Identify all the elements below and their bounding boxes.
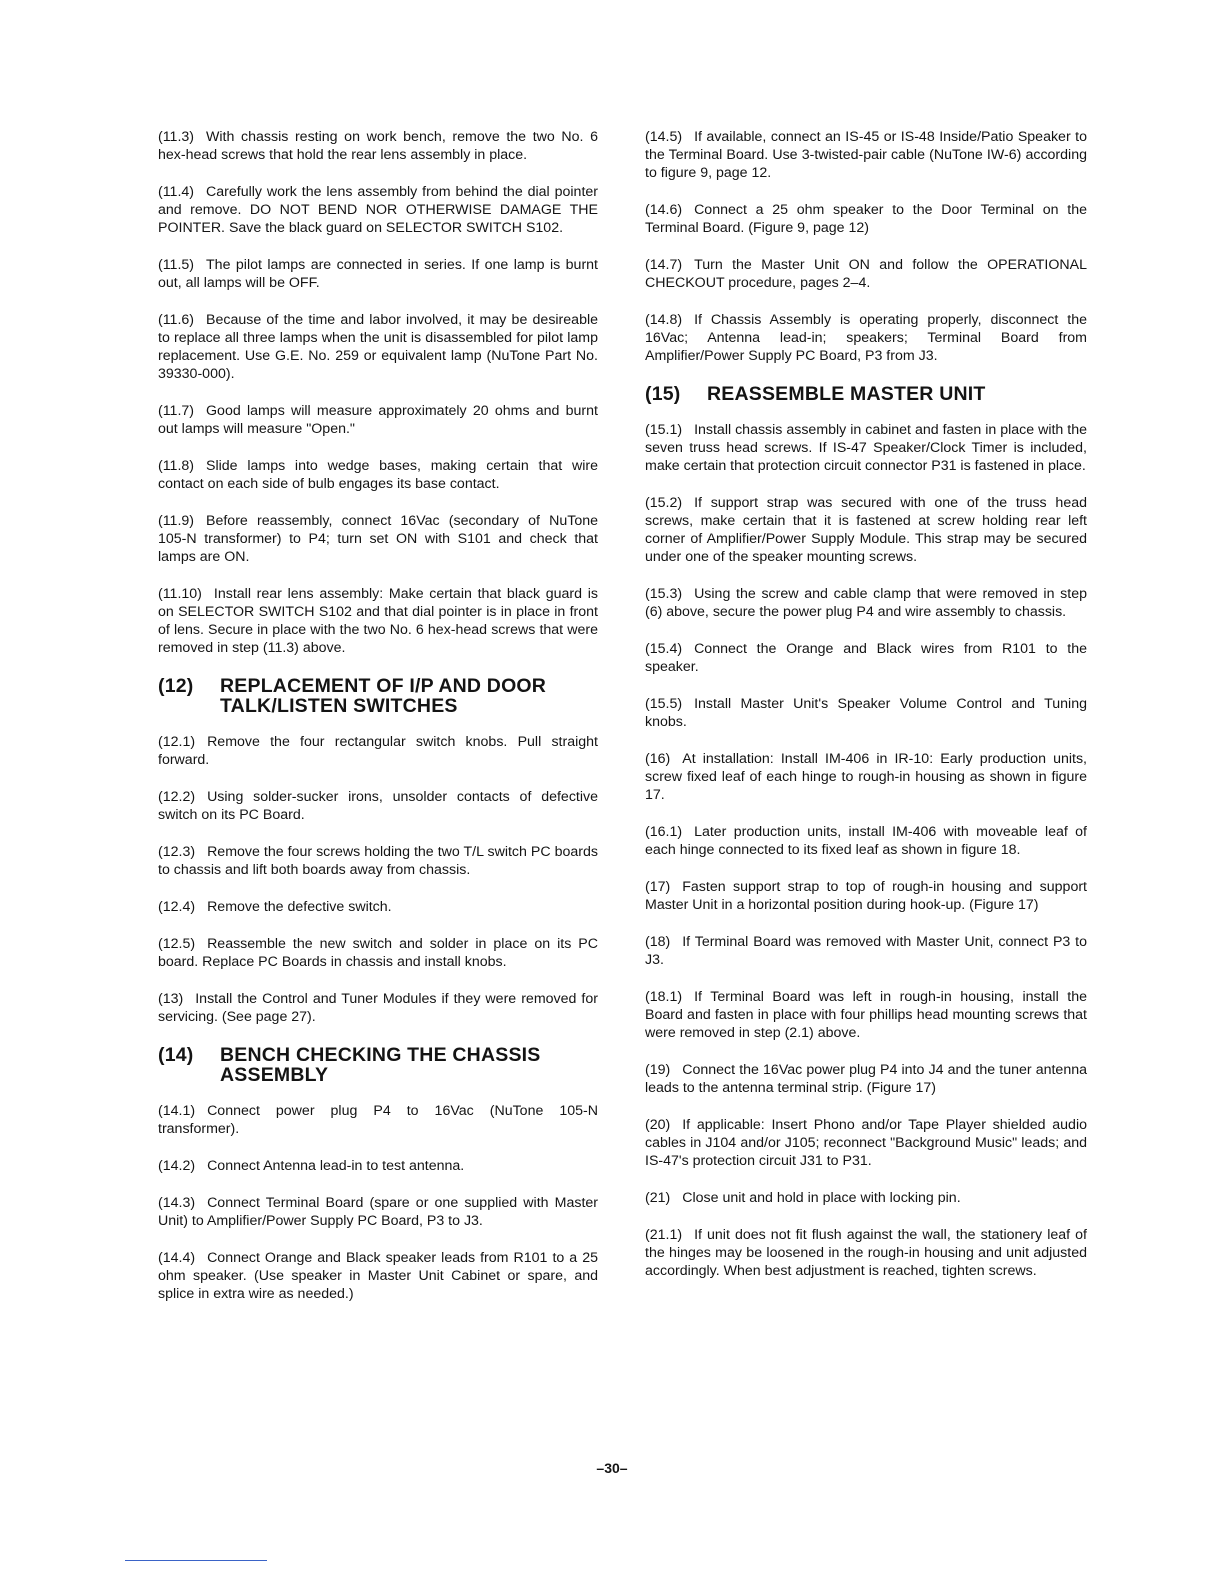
step-number: (12.3) — [158, 844, 196, 860]
step-number: (11.10) — [158, 586, 202, 602]
section-number: (12) — [158, 675, 194, 697]
step-text: Connect Orange and Black speaker leads from R101 to a 25 ohm speaker. (Use speaker in Master Unit Cabinet or spare, and splice in extra wire as needed.) — [158, 1250, 598, 1302]
step-text: Remove the four screws holding the two T/L switch PC boards to chassis and lift both boards away from chassis. — [158, 844, 598, 878]
footnote-divider — [125, 1560, 267, 1561]
step-number: (11.4) — [158, 184, 195, 200]
section-title: REASSEMBLE MASTER UNIT — [707, 383, 986, 405]
step-12-1 — [158, 733, 598, 769]
step-text: With chassis resting on work bench, remove the two No. 6 hex-head screws that hold the rear lens assembly in place. — [158, 129, 598, 163]
step-text: Connect power plug P4 to 16Vac (NuTone 105-N transformer). — [158, 1103, 598, 1137]
step-number: (14.8) — [645, 312, 683, 328]
step-number: (14.5) — [645, 129, 683, 145]
step-18-1 — [645, 988, 1087, 1042]
step-number: (14.6) — [645, 202, 683, 218]
section-title: REPLACEMENT OF I/P AND DOOR TALK/LISTEN SWITCHES — [220, 675, 547, 717]
step-text: At installation: Install IM-406 in IR-10: Early production units, screw fixed leaf of each hinge to rough-in housing as shown in figure 17. — [645, 751, 1087, 803]
step-text: Connect the Orange and Black wires from R101 to the speaker. — [645, 641, 1087, 675]
section-number: (14) — [158, 1044, 194, 1066]
step-21-1 — [645, 1226, 1087, 1280]
step-number: (11.3) — [158, 129, 195, 145]
step-15-3 — [645, 585, 1087, 621]
step-12-5 — [158, 935, 598, 971]
step-text: Install the Control and Tuner Modules if they were removed for servicing. (See page 27). — [158, 991, 598, 1025]
step-text: The pilot lamps are connected in series. If one lamp is burnt out, all lamps will be OFF. — [158, 257, 598, 291]
step-text: If Chassis Assembly is operating properly, disconnect the 16Vac; Antenna lead-in; speakers; Terminal Board from Amplifier/Power Supply PC Board, P3 from J3. — [645, 312, 1087, 364]
step-number: (12.4) — [158, 899, 196, 915]
step-number: (18.1) — [645, 989, 683, 1005]
step-15-1 — [645, 421, 1087, 475]
step-number: (11.6) — [158, 312, 195, 328]
section-title: BENCH CHECKING THE CHASSIS ASSEMBLY — [220, 1044, 541, 1086]
step-text: Fasten support strap to top of rough-in housing and support Master Unit in a horizontal position during hook-up. (Figure 17) — [645, 879, 1087, 913]
step-12-4 — [158, 898, 598, 916]
step-14-6 — [645, 201, 1087, 237]
step-number: (12.5) — [158, 936, 196, 952]
step-number: (21) — [645, 1190, 671, 1206]
step-11-4 — [158, 183, 598, 237]
step-text: Before reassembly, connect 16Vac (secondary of NuTone 105-N transformer) to P4; turn set ON with S101 and check that lamps are ON. — [158, 513, 598, 565]
step-text: If support strap was secured with one of the truss head screws, make certain that it is fastened at screw holding rear left corner of Amplifier/Power Supply Module. This strap may be secured under one of the speaker mounting screws. — [645, 495, 1087, 565]
step-11-6 — [158, 311, 598, 383]
step-number: (14.1) — [158, 1103, 196, 1119]
step-number: (15.4) — [645, 641, 683, 657]
step-number: (12.1) — [158, 734, 196, 750]
step-number: (15.3) — [645, 586, 683, 602]
step-text: Reassemble the new switch and solder in place on its PC board. Replace PC Boards in chassis and install knobs. — [158, 936, 598, 970]
step-text: If Terminal Board was removed with Master Unit, connect P3 to J3. — [645, 934, 1087, 968]
step-14-4 — [158, 1249, 598, 1303]
step-text: Connect Antenna lead-in to test antenna. — [207, 1158, 465, 1174]
step-11-3 — [158, 128, 598, 164]
step-number: (14.3) — [158, 1195, 196, 1211]
section-heading-12 — [158, 676, 598, 716]
step-15-4 — [645, 640, 1087, 676]
step-11-8 — [158, 457, 598, 493]
step-text: Good lamps will measure approximately 20 ohms and burnt out lamps will measure "Open." — [158, 403, 598, 437]
step-number: (12.2) — [158, 789, 196, 805]
step-11-7 — [158, 402, 598, 438]
step-11-5 — [158, 256, 598, 292]
step-20 — [645, 1116, 1087, 1170]
step-12-2 — [158, 788, 598, 824]
step-text: If Terminal Board was left in rough-in housing, install the Board and fasten in place with four phillips head mounting screws that were removed in step (2.1) above. — [645, 989, 1087, 1041]
step-text: Remove the defective switch. — [207, 899, 392, 915]
step-text: Connect Terminal Board (spare or one supplied with Master Unit) to Amplifier/Power Supply PC Board, P3 to J3. — [158, 1195, 598, 1229]
step-number: (11.5) — [158, 257, 195, 273]
step-14-2 — [158, 1157, 598, 1175]
step-text: Install chassis assembly in cabinet and fasten in place with the seven truss head screws. If IS-47 Speaker/Clock Timer is included, make certain that protection circuit connector P31 is fastened in place. — [645, 422, 1087, 474]
section-heading-15 — [645, 384, 1087, 404]
step-text: Close unit and hold in place with locking pin. — [682, 1190, 961, 1206]
step-text: Turn the Master Unit ON and follow the OPERATIONAL CHECKOUT procedure, pages 2–4. — [645, 257, 1087, 291]
step-number: (16.1) — [645, 824, 683, 840]
step-14-3 — [158, 1194, 598, 1230]
step-text: Using the screw and cable clamp that were removed in step (6) above, secure the power plug P4 and wire assembly to chassis. — [645, 586, 1087, 620]
step-21 — [645, 1189, 1087, 1207]
step-number: (11.9) — [158, 513, 195, 529]
section-number: (15) — [645, 383, 681, 405]
step-number: (11.8) — [158, 458, 195, 474]
left-column — [158, 128, 598, 1322]
step-16-1 — [645, 823, 1087, 859]
step-19 — [645, 1061, 1087, 1097]
page-number: –30– — [596, 1460, 628, 1476]
step-number: (19) — [645, 1062, 671, 1078]
step-text: Using solder-sucker irons, unsolder contacts of defective switch on its PC Board. — [158, 789, 598, 823]
step-number: (20) — [645, 1117, 671, 1133]
step-number: (15.1) — [645, 422, 683, 438]
step-17 — [645, 878, 1087, 914]
step-number: (15.2) — [645, 495, 683, 511]
step-15-2 — [645, 494, 1087, 566]
step-number: (11.7) — [158, 403, 195, 419]
step-number: (13) — [158, 991, 184, 1007]
step-number: (15.5) — [645, 696, 683, 712]
step-text: If applicable: Insert Phono and/or Tape Player shielded audio cables in J104 and/or J105; reconnect "Background Music" leads; and IS-47's protection circuit J31 to P31. — [645, 1117, 1087, 1169]
step-text: Later production units, install IM-406 with moveable leaf of each hinge connected to its fixed leaf as shown in figure 18. — [645, 824, 1087, 858]
step-number: (17) — [645, 879, 671, 895]
step-text: Carefully work the lens assembly from behind the dial pointer and remove. DO NOT BEND NOR OTHERWISE DAMAGE THE POINTER. Save the black guard on SELECTOR SWITCH S102. — [158, 184, 598, 236]
step-text: Install rear lens assembly: Make certain that black guard is on SELECTOR SWITCH S102 and that dial pointer is in place in front of lens. Secure in place with the two No. 6 hex-head screws that were removed in step (11.3) above. — [158, 586, 598, 656]
step-11-10 — [158, 585, 598, 657]
section-heading-14 — [158, 1045, 598, 1085]
step-text: Connect the 16Vac power plug P4 into J4 and the tuner antenna leads to the antenna terminal strip. (Figure 17) — [645, 1062, 1087, 1096]
step-text: Remove the four rectangular switch knobs. Pull straight forward. — [158, 734, 598, 768]
step-14-5 — [645, 128, 1087, 182]
step-16 — [645, 750, 1087, 804]
right-column — [645, 128, 1087, 1299]
step-number: (14.4) — [158, 1250, 196, 1266]
step-number: (18) — [645, 934, 671, 950]
step-text: If unit does not fit flush against the wall, the stationery leaf of the hinges may be loosened in the rough-in housing and unit adjusted accordingly. When best adjustment is reached, tighten screws. — [645, 1227, 1087, 1279]
step-text: Slide lamps into wedge bases, making certain that wire contact on each side of bulb engages its base contact. — [158, 458, 598, 492]
step-14-7 — [645, 256, 1087, 292]
step-18 — [645, 933, 1087, 969]
step-number: (16) — [645, 751, 671, 767]
step-number: (14.7) — [645, 257, 683, 273]
step-text: Install Master Unit's Speaker Volume Control and Tuning knobs. — [645, 696, 1087, 730]
step-12-3 — [158, 843, 598, 879]
step-14-8 — [645, 311, 1087, 365]
step-13 — [158, 990, 598, 1026]
step-number: (14.2) — [158, 1158, 196, 1174]
step-text: Because of the time and labor involved, it may be desireable to replace all three lamps when the unit is disassembled for pilot lamp replacement. Use G.E. No. 259 or equivalent lamp (NuTone Part No. 39330-000). — [158, 312, 598, 382]
step-14-1 — [158, 1102, 598, 1138]
step-15-5 — [645, 695, 1087, 731]
step-text: If available, connect an IS-45 or IS-48 Inside/Patio Speaker to the Terminal Board. Use 3-twisted-pair cable (NuTone IW-6) according to figure 9, page 12. — [645, 129, 1087, 181]
step-11-9 — [158, 512, 598, 566]
step-number: (21.1) — [645, 1227, 683, 1243]
step-text: Connect a 25 ohm speaker to the Door Terminal on the Terminal Board. (Figure 9, page 12) — [645, 202, 1087, 236]
